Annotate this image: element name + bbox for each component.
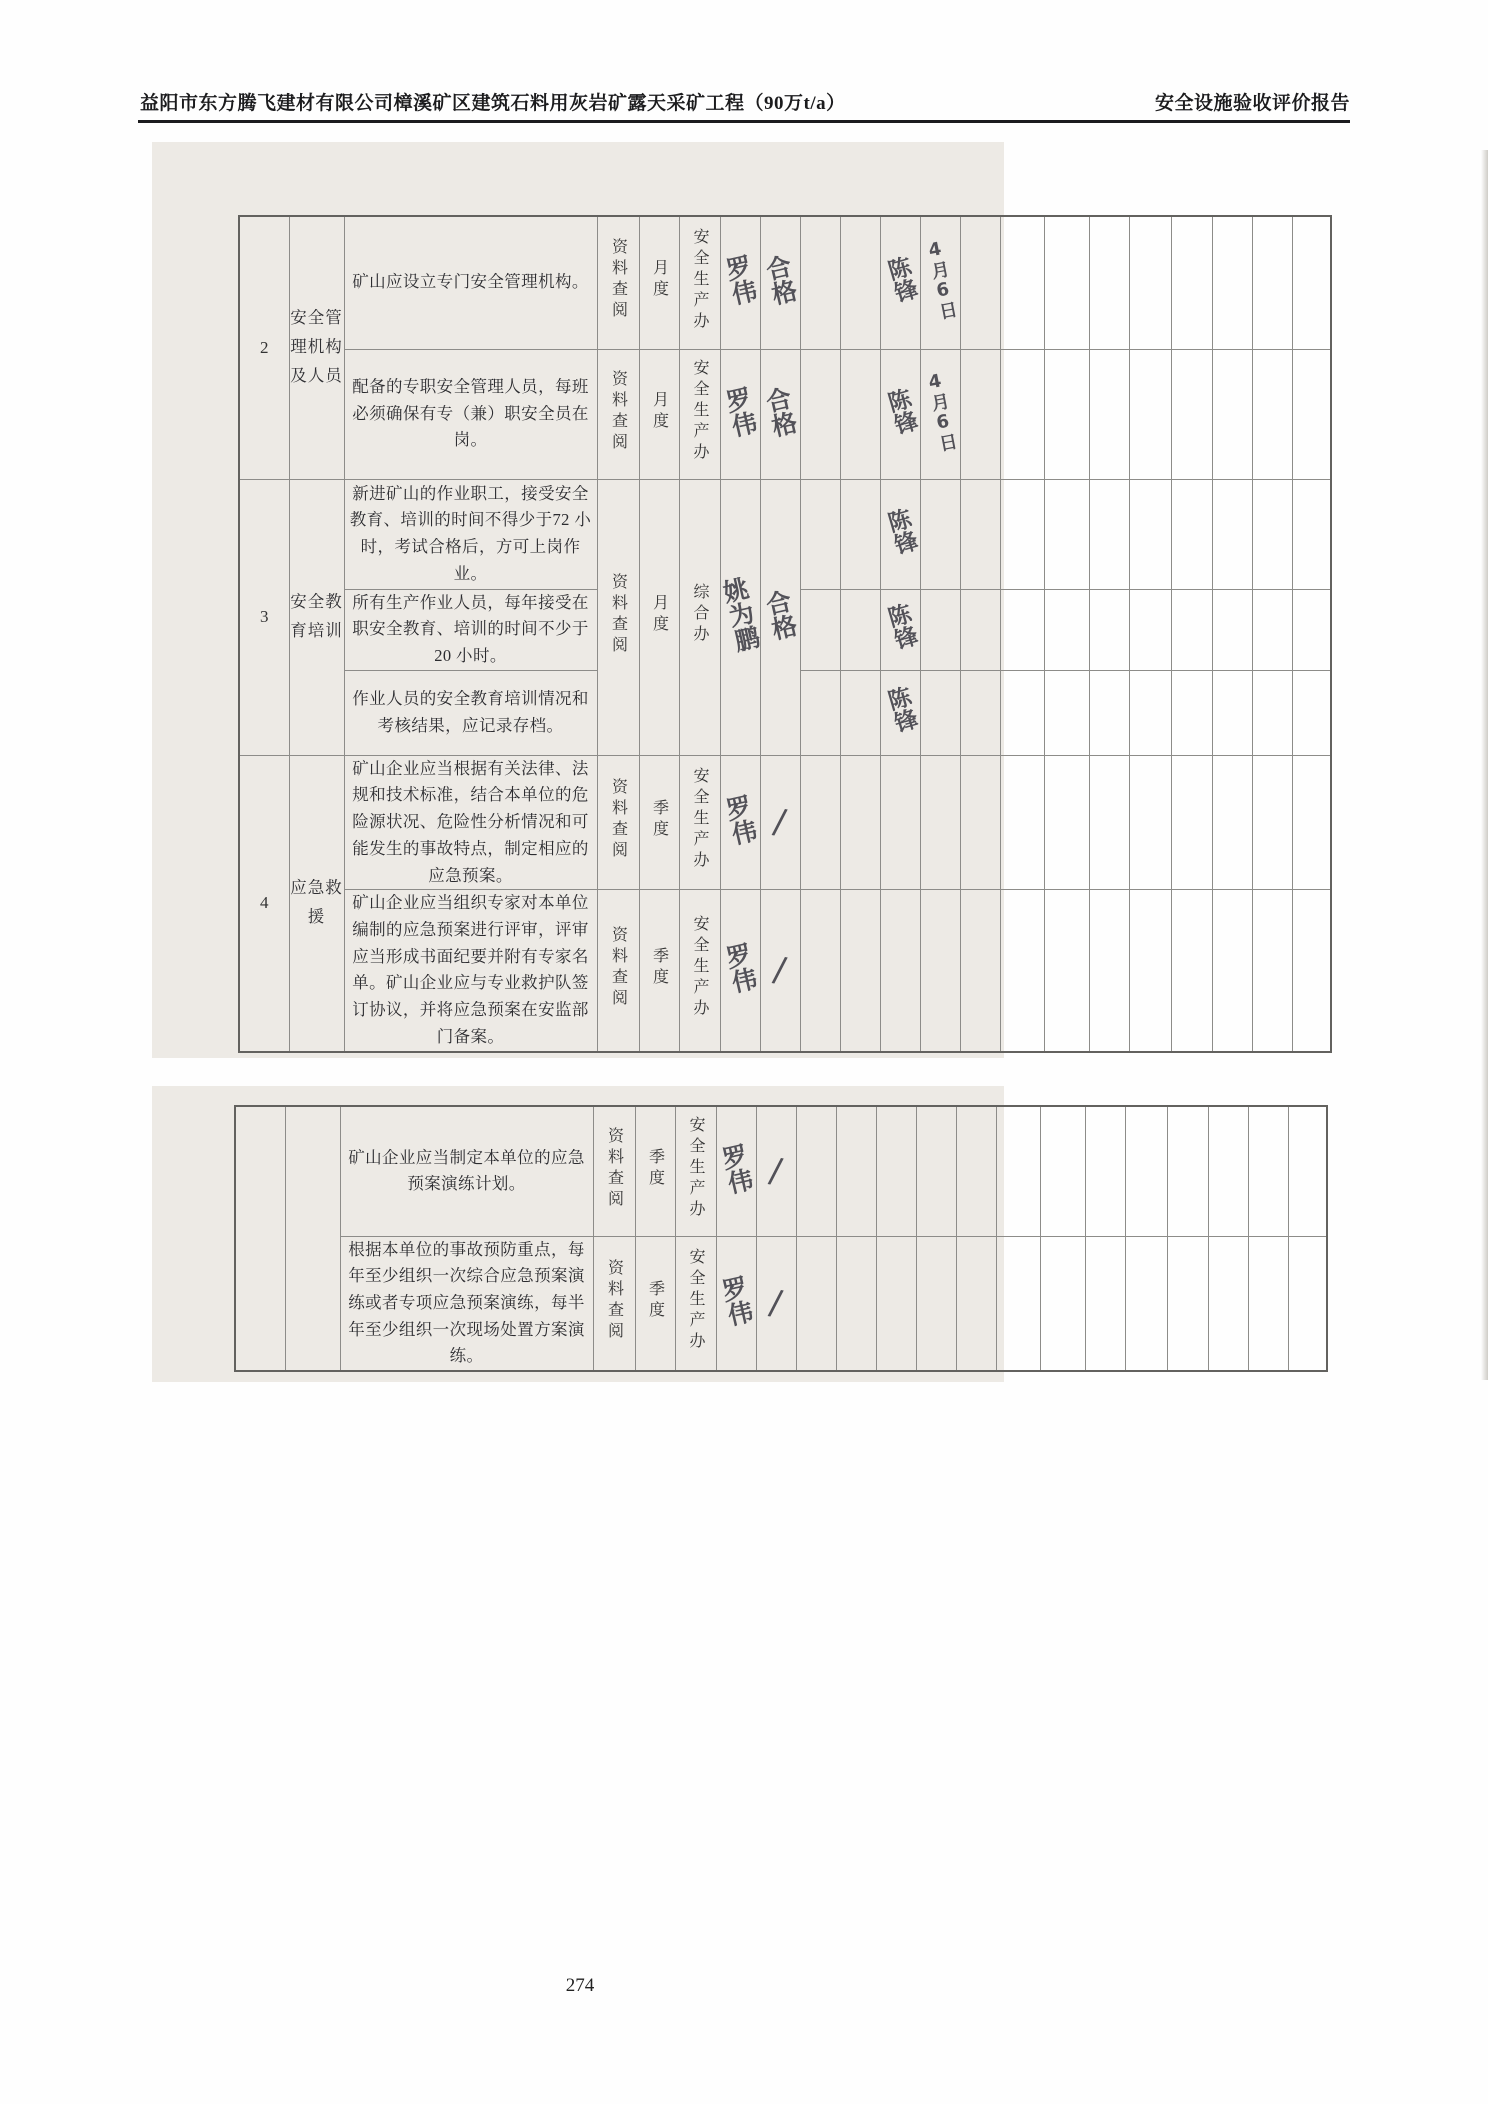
date-cell bbox=[920, 216, 960, 349]
empty-signature-cell bbox=[1167, 1106, 1208, 1236]
empty-signature-cell bbox=[1292, 349, 1331, 479]
department-cell: 安全生产办 bbox=[679, 349, 720, 479]
empty-signature-cell bbox=[960, 216, 1000, 349]
requirement-cell: 矿山应设立专门安全管理机构。 bbox=[344, 216, 597, 349]
empty-signature-cell bbox=[1208, 1106, 1248, 1236]
empty-signature-cell bbox=[1125, 1106, 1167, 1236]
signature-handwriting: 罗伟 bbox=[716, 1141, 756, 1197]
empty-signature-cell bbox=[920, 755, 960, 890]
signature-handwriting: 罗伟 bbox=[720, 792, 760, 848]
empty-signature-cell bbox=[920, 890, 960, 1052]
empty-signature-cell bbox=[1129, 755, 1171, 890]
slash-mark-handwriting: / bbox=[766, 1150, 786, 1192]
empty-signature-cell bbox=[1044, 479, 1089, 589]
empty-signature-cell bbox=[920, 670, 960, 755]
empty-signature-cell bbox=[1212, 670, 1252, 755]
empty-signature-cell bbox=[1171, 216, 1212, 349]
slash-mark-handwriting: / bbox=[770, 949, 790, 992]
method-cell: 资料查阅 bbox=[597, 349, 639, 479]
method-cell: 资料查阅 bbox=[597, 755, 639, 890]
empty-signature-cell bbox=[1252, 670, 1292, 755]
table-row bbox=[239, 890, 1331, 1052]
empty-signature-cell bbox=[1000, 589, 1044, 670]
signature-handwriting: 罗伟 bbox=[720, 940, 760, 996]
empty-signature-cell bbox=[1044, 755, 1089, 890]
empty-signature-cell bbox=[1288, 1236, 1327, 1371]
category-cell-empty bbox=[285, 1106, 340, 1371]
frequency-cell: 季度 bbox=[639, 755, 679, 890]
reviewer-cell bbox=[880, 216, 920, 349]
empty-signature-cell bbox=[1085, 1236, 1125, 1371]
category-cell: 安全教育培训 bbox=[289, 479, 344, 755]
method-cell: 资料查阅 bbox=[593, 1106, 635, 1236]
empty-signature-cell bbox=[1089, 589, 1129, 670]
date-handwriting: 4月6日 bbox=[922, 369, 959, 454]
empty-signature-cell bbox=[1129, 349, 1171, 479]
empty-signature-cell bbox=[956, 1236, 996, 1371]
empty-signature-cell bbox=[1089, 216, 1129, 349]
result-cell bbox=[760, 216, 800, 349]
empty-signature-cell bbox=[1292, 890, 1331, 1052]
reviewer-cell bbox=[880, 589, 920, 670]
result-cell bbox=[760, 755, 800, 890]
method-cell: 资料查阅 bbox=[593, 1236, 635, 1371]
empty-signature-cell bbox=[1044, 216, 1089, 349]
empty-signature-cell bbox=[1000, 670, 1044, 755]
empty-signature-cell bbox=[1044, 890, 1089, 1052]
empty-signature-cell bbox=[800, 479, 840, 589]
empty-signature-cell bbox=[1129, 589, 1171, 670]
department-cell: 安全生产办 bbox=[679, 216, 720, 349]
empty-signature-cell bbox=[796, 1236, 836, 1371]
slash-mark-handwriting: / bbox=[766, 1282, 786, 1324]
empty-signature-cell bbox=[1292, 216, 1331, 349]
result-handwriting: 合格 bbox=[760, 252, 800, 308]
result-handwriting: 合格 bbox=[760, 383, 800, 440]
result-cell bbox=[760, 479, 800, 755]
department-cell: 安全生产办 bbox=[675, 1236, 716, 1371]
requirement-cell: 所有生产作业人员，每年接受在职安全教育、培训的时间不少于 20 小时。 bbox=[344, 589, 597, 670]
requirement-cell: 作业人员的安全教育培训情况和考核结果，应记录存档。 bbox=[344, 670, 597, 755]
reviewer-handwriting: 陈锋 bbox=[881, 254, 920, 306]
empty-signature-cell bbox=[800, 755, 840, 890]
empty-signature-cell bbox=[1000, 479, 1044, 589]
slash-mark-handwriting: / bbox=[770, 801, 790, 844]
empty-signature-cell bbox=[960, 890, 1000, 1052]
empty-signature-cell bbox=[836, 1106, 876, 1236]
signature-handwriting: 姚为鹏 bbox=[717, 574, 763, 655]
page-header bbox=[140, 88, 1350, 115]
table-row bbox=[235, 1236, 1327, 1371]
empty-signature-cell bbox=[1171, 479, 1212, 589]
empty-signature-cell bbox=[840, 755, 880, 890]
empty-signature-cell bbox=[1212, 890, 1252, 1052]
empty-signature-cell bbox=[840, 216, 880, 349]
empty-signature-cell bbox=[1000, 755, 1044, 890]
frequency-cell: 季度 bbox=[639, 890, 679, 1052]
empty-signature-cell bbox=[1085, 1106, 1125, 1236]
requirement-cell: 矿山企业应当根据有关法律、法规和技术标准，结合本单位的危险源状况、危险性分析情况和可能发生的事故特点，制定相应的应急预案。 bbox=[344, 755, 597, 890]
empty-signature-cell bbox=[800, 349, 840, 479]
empty-signature-cell bbox=[880, 755, 920, 890]
department-cell: 安全生产办 bbox=[675, 1106, 716, 1236]
empty-signature-cell bbox=[840, 890, 880, 1052]
frequency-cell: 季度 bbox=[635, 1236, 675, 1371]
reviewer-handwriting: 陈锋 bbox=[881, 601, 920, 653]
empty-signature-cell bbox=[880, 890, 920, 1052]
empty-signature-cell bbox=[1292, 479, 1331, 589]
department-cell: 安全生产办 bbox=[679, 755, 720, 890]
result-cell bbox=[756, 1106, 796, 1236]
empty-signature-cell bbox=[796, 1106, 836, 1236]
requirement-cell: 矿山企业应当组织专家对本单位编制的应急预案进行评审，评审应当形成书面纪要并附有专家名单。矿山企业应与专业救护队签订协议，并将应急预案在安监部门备案。 bbox=[344, 890, 597, 1052]
empty-signature-cell bbox=[1252, 216, 1292, 349]
signature-handwriting: 罗伟 bbox=[720, 252, 760, 308]
frequency-cell: 月度 bbox=[639, 479, 679, 755]
header-project-title: 益阳市东方腾飞建材有限公司樟溪矿区建筑石料用灰岩矿露天采矿工程（90万t/a） bbox=[140, 93, 846, 114]
row-number: 4 bbox=[239, 755, 289, 1051]
empty-signature-cell bbox=[1171, 349, 1212, 479]
empty-signature-cell bbox=[1044, 670, 1089, 755]
reviewer-handwriting: 陈锋 bbox=[881, 684, 920, 736]
signature-cell bbox=[716, 1236, 756, 1371]
empty-signature-cell bbox=[996, 1106, 1040, 1236]
reviewer-cell bbox=[880, 479, 920, 589]
category-cell: 安全管理机构及人员 bbox=[289, 216, 344, 479]
frequency-cell: 月度 bbox=[639, 349, 679, 479]
empty-signature-cell bbox=[960, 479, 1000, 589]
empty-signature-cell bbox=[960, 589, 1000, 670]
method-cell: 资料查阅 bbox=[597, 890, 639, 1052]
empty-signature-cell bbox=[1040, 1236, 1085, 1371]
signature-cell bbox=[720, 755, 760, 890]
empty-signature-cell bbox=[920, 479, 960, 589]
empty-signature-cell bbox=[1171, 755, 1212, 890]
requirement-cell: 根据本单位的事故预防重点，每年至少组织一次综合应急预案演练或者专项应急预案演练，每半年至少组织一次现场处置方案演练。 bbox=[340, 1236, 593, 1371]
empty-signature-cell bbox=[1248, 1236, 1288, 1371]
signature-cell bbox=[720, 216, 760, 349]
empty-signature-cell bbox=[1212, 755, 1252, 890]
empty-signature-cell bbox=[916, 1106, 956, 1236]
empty-signature-cell bbox=[1292, 589, 1331, 670]
reviewer-handwriting: 陈锋 bbox=[881, 505, 920, 557]
empty-signature-cell bbox=[1171, 670, 1212, 755]
empty-signature-cell bbox=[1292, 755, 1331, 890]
empty-signature-cell bbox=[840, 670, 880, 755]
empty-signature-cell bbox=[960, 349, 1000, 479]
empty-signature-cell bbox=[1089, 890, 1129, 1052]
requirement-cell: 配备的专职安全管理人员，每班必须确保有专（兼）职安全员在岗。 bbox=[344, 349, 597, 479]
empty-signature-cell bbox=[1129, 670, 1171, 755]
empty-signature-cell bbox=[1252, 349, 1292, 479]
empty-signature-cell bbox=[840, 479, 880, 589]
empty-signature-cell bbox=[1252, 589, 1292, 670]
scan-edge-shadow bbox=[1481, 150, 1488, 1380]
result-cell bbox=[760, 349, 800, 479]
date-cell bbox=[920, 349, 960, 479]
frequency-cell: 月度 bbox=[639, 216, 679, 349]
header-report-title: 安全设施验收评价报告 bbox=[1154, 93, 1350, 114]
department-cell: 综合办 bbox=[679, 479, 720, 755]
empty-signature-cell bbox=[1000, 349, 1044, 479]
empty-signature-cell bbox=[800, 589, 840, 670]
empty-signature-cell bbox=[1044, 349, 1089, 479]
empty-signature-cell bbox=[996, 1236, 1040, 1371]
empty-signature-cell bbox=[1089, 479, 1129, 589]
empty-signature-cell bbox=[1125, 1236, 1167, 1371]
signature-cell bbox=[720, 349, 760, 479]
requirement-cell: 矿山企业应当制定本单位的应急预案演练计划。 bbox=[340, 1106, 593, 1236]
empty-signature-cell bbox=[1212, 479, 1252, 589]
empty-signature-cell bbox=[1040, 1106, 1085, 1236]
empty-signature-cell bbox=[1129, 479, 1171, 589]
empty-signature-cell bbox=[1252, 479, 1292, 589]
empty-signature-cell bbox=[1129, 216, 1171, 349]
empty-signature-cell bbox=[1212, 349, 1252, 479]
empty-signature-cell bbox=[1044, 589, 1089, 670]
empty-signature-cell bbox=[1248, 1106, 1288, 1236]
reviewer-handwriting: 陈锋 bbox=[881, 385, 920, 437]
category-cell: 应急救援 bbox=[289, 755, 344, 1051]
empty-signature-cell bbox=[840, 589, 880, 670]
requirement-cell: 新进矿山的作业职工，接受安全教育、培训的时间不得少于72 小时，考试合格后，方可上岗作业。 bbox=[344, 479, 597, 589]
empty-signature-cell bbox=[1000, 890, 1044, 1052]
row-number: 2 bbox=[239, 216, 289, 479]
empty-signature-cell bbox=[1288, 1106, 1327, 1236]
inspection-table-2 bbox=[234, 1105, 1328, 1372]
empty-signature-cell bbox=[800, 890, 840, 1052]
result-cell bbox=[760, 890, 800, 1052]
empty-signature-cell bbox=[1089, 670, 1129, 755]
method-cell: 资料查阅 bbox=[597, 216, 639, 349]
table-row bbox=[239, 349, 1331, 479]
empty-signature-cell bbox=[840, 349, 880, 479]
signature-cell bbox=[717, 479, 763, 755]
empty-signature-cell bbox=[1292, 670, 1331, 755]
empty-signature-cell bbox=[800, 670, 840, 755]
empty-signature-cell bbox=[956, 1106, 996, 1236]
header-rule bbox=[138, 120, 1350, 123]
empty-signature-cell bbox=[916, 1236, 956, 1371]
table-row bbox=[239, 479, 1331, 589]
page-number: 274 bbox=[565, 1975, 595, 1996]
empty-signature-cell bbox=[960, 670, 1000, 755]
empty-signature-cell bbox=[1208, 1236, 1248, 1371]
frequency-cell: 季度 bbox=[635, 1106, 675, 1236]
inspection-table-1 bbox=[238, 215, 1332, 1053]
empty-signature-cell bbox=[876, 1236, 916, 1371]
signature-cell bbox=[720, 890, 760, 1052]
empty-signature-cell bbox=[1252, 755, 1292, 890]
empty-signature-cell bbox=[1089, 349, 1129, 479]
empty-signature-cell bbox=[836, 1236, 876, 1371]
empty-signature-cell bbox=[960, 755, 1000, 890]
result-cell bbox=[756, 1236, 796, 1371]
row-number: 3 bbox=[239, 479, 289, 755]
table-row bbox=[239, 216, 1331, 349]
department-cell: 安全生产办 bbox=[679, 890, 720, 1052]
empty-signature-cell bbox=[800, 216, 840, 349]
table-row bbox=[239, 755, 1331, 890]
empty-signature-cell bbox=[1212, 216, 1252, 349]
date-handwriting: 4月6日 bbox=[922, 237, 959, 323]
empty-signature-cell bbox=[1212, 589, 1252, 670]
signature-cell bbox=[716, 1106, 756, 1236]
empty-signature-cell bbox=[1167, 1236, 1208, 1371]
table-row bbox=[235, 1106, 1327, 1236]
signature-handwriting: 罗伟 bbox=[716, 1273, 756, 1329]
empty-signature-cell bbox=[1089, 755, 1129, 890]
empty-signature-cell bbox=[876, 1106, 916, 1236]
empty-signature-cell bbox=[920, 589, 960, 670]
empty-signature-cell bbox=[1129, 890, 1171, 1052]
empty-signature-cell bbox=[1171, 890, 1212, 1052]
row-number-empty bbox=[235, 1106, 285, 1371]
signature-handwriting: 罗伟 bbox=[720, 383, 760, 440]
reviewer-cell bbox=[880, 349, 920, 479]
method-cell: 资料查阅 bbox=[597, 479, 639, 755]
result-handwriting: 合格 bbox=[760, 586, 800, 643]
empty-signature-cell bbox=[1252, 890, 1292, 1052]
empty-signature-cell bbox=[1171, 589, 1212, 670]
reviewer-cell bbox=[880, 670, 920, 755]
empty-signature-cell bbox=[1000, 216, 1044, 349]
